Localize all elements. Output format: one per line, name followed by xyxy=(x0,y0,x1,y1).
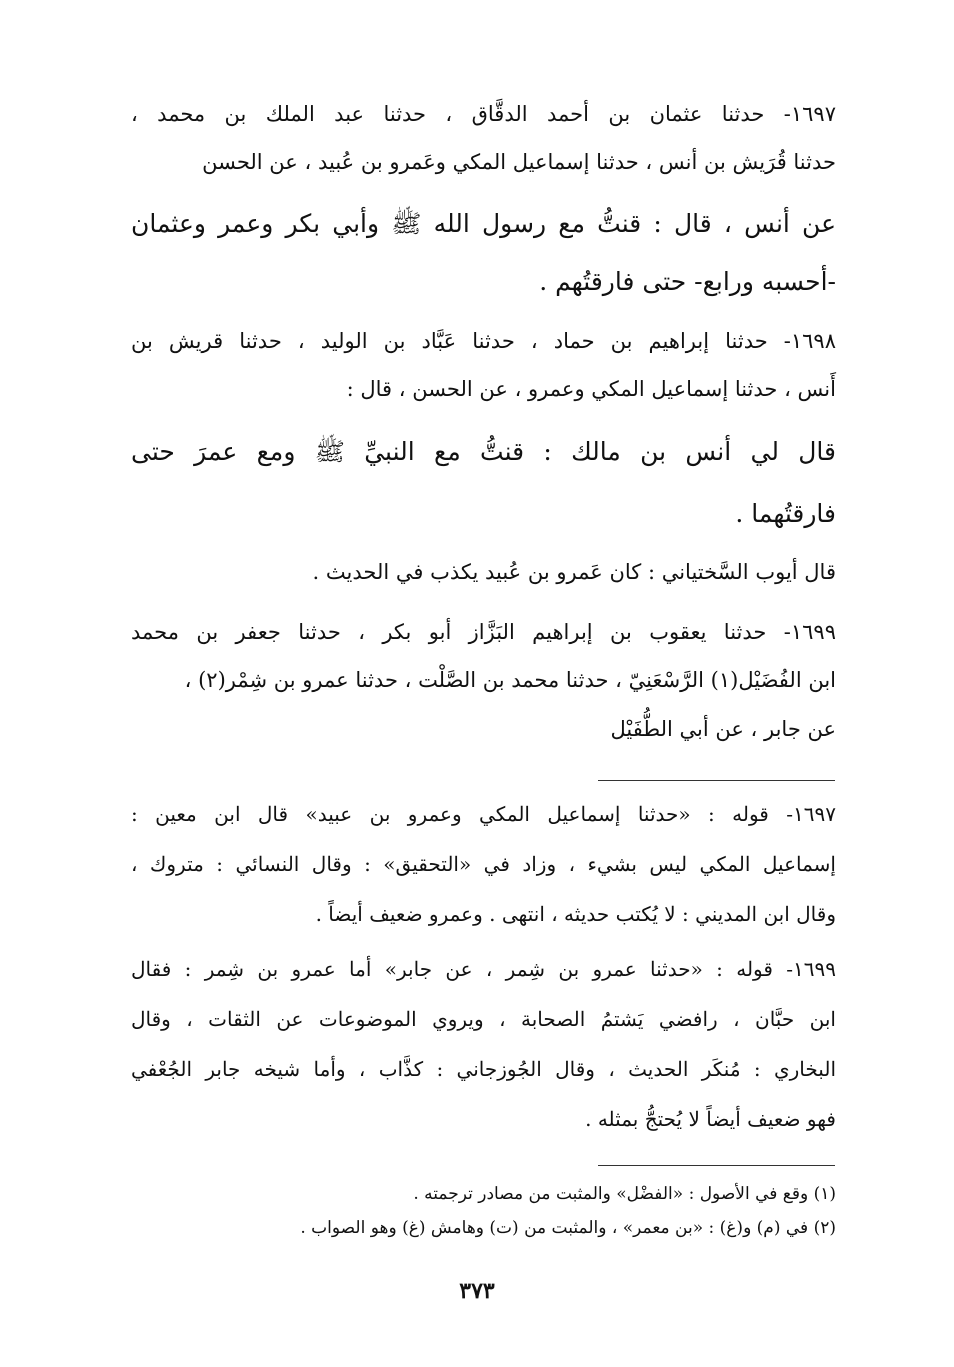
footnote: (١) وقع في الأصول : «الفضْل» والمثبت من مصادر ترجمته . xyxy=(413,1184,836,1204)
text-line: ابن الفُضَيْل(١) الرَّسْعَنِيّ ، حدثنا محمد بن الصَّلْت ، حدثنا عمرو بن شِمْر(٢) ، xyxy=(184,668,836,692)
note-line: ١٦٩٧- قوله : «حدثنا إسماعيل المكي وعمرو بن عبيد» قال ابن معين : xyxy=(131,802,836,826)
text-line: قال أيوب السَّختياني : كان عَمرو بن عُبيد يكذب في الحديث . xyxy=(312,560,836,584)
page-number: ٣٧٣ xyxy=(459,1278,495,1304)
text-line: قال لي أنس بن مالك : قنتُّ مع النبيِّ ﷺ ومع عمرَ حتى xyxy=(131,437,836,466)
note-line: فهو ضعيف أيضاً لا يُحتجُّ بمثله . xyxy=(585,1107,836,1131)
note-line: البخاري : مُنكَر الحديث ، وقال الجُوزجاني : كذَّاب ، وأما شيخه جابر الجُعْفي xyxy=(131,1057,836,1081)
text-line: عن جابر ، عن أبي الطُّفَيْل xyxy=(610,717,836,741)
text-line: عن أنس ، قال : قنتُّ مع رسول الله ﷺ وأبي بكر وعمر وعثمان xyxy=(131,209,836,238)
text-line: -أحسبه ورابع- حتى فارقتُهم . xyxy=(539,267,836,296)
text-line: ١٦٩٩- حدثنا يعقوب بن إبراهيم البَزَّاز أبو بكر ، حدثنا جعفر بن محمد xyxy=(131,620,836,644)
text-line: أَنس ، حدثنا إسماعيل المكي وعمرو ، عن الحسن ، قال : xyxy=(346,377,836,401)
text-line: ١٦٩٨- حدثنا إبراهيم بن حماد ، حدثنا عَبَّاد بن الوليد ، حدثنا قريش بن xyxy=(131,329,836,353)
text-line: ١٦٩٧- حدثنا عثمان بن أحمد الدقَّاق ، حدثنا عبد الملك بن محمد ، xyxy=(131,102,836,126)
text-line: حدثنا قُرَيش بن أنس ، حدثنا إسماعيل المكي وعَمرو بن عُبيد ، عن الحسن xyxy=(202,150,836,174)
text-line: فارقتُهما . xyxy=(735,499,836,528)
footnotes-divider xyxy=(598,1165,835,1166)
note-line: ١٦٩٩- قوله : «حدثنا عمرو بن شِمر ، عن جابر» أما عمرو بن شِمر : فقال xyxy=(131,957,836,981)
note-line: إسماعيل المكي ليس بشيء ، وزاد في «التحقيق» : وقال النسائي : متروك ، xyxy=(131,852,836,876)
note-line: وقال ابن المديني : لا يُكتب حديثه ، انتهى . وعمرو ضعيف أيضاً . xyxy=(315,902,836,926)
footnote: (٢) في (م) و(غ) : «بن معمر» ، والمثبت من (ت) وهامش (غ) وهو الصواب . xyxy=(300,1218,836,1238)
notes-divider xyxy=(598,780,835,781)
note-line: ابن حبَّان ، رافضي يَشتمُ الصحابة ، ويروي الموضوعات عن الثقات ، وقال xyxy=(131,1007,836,1031)
